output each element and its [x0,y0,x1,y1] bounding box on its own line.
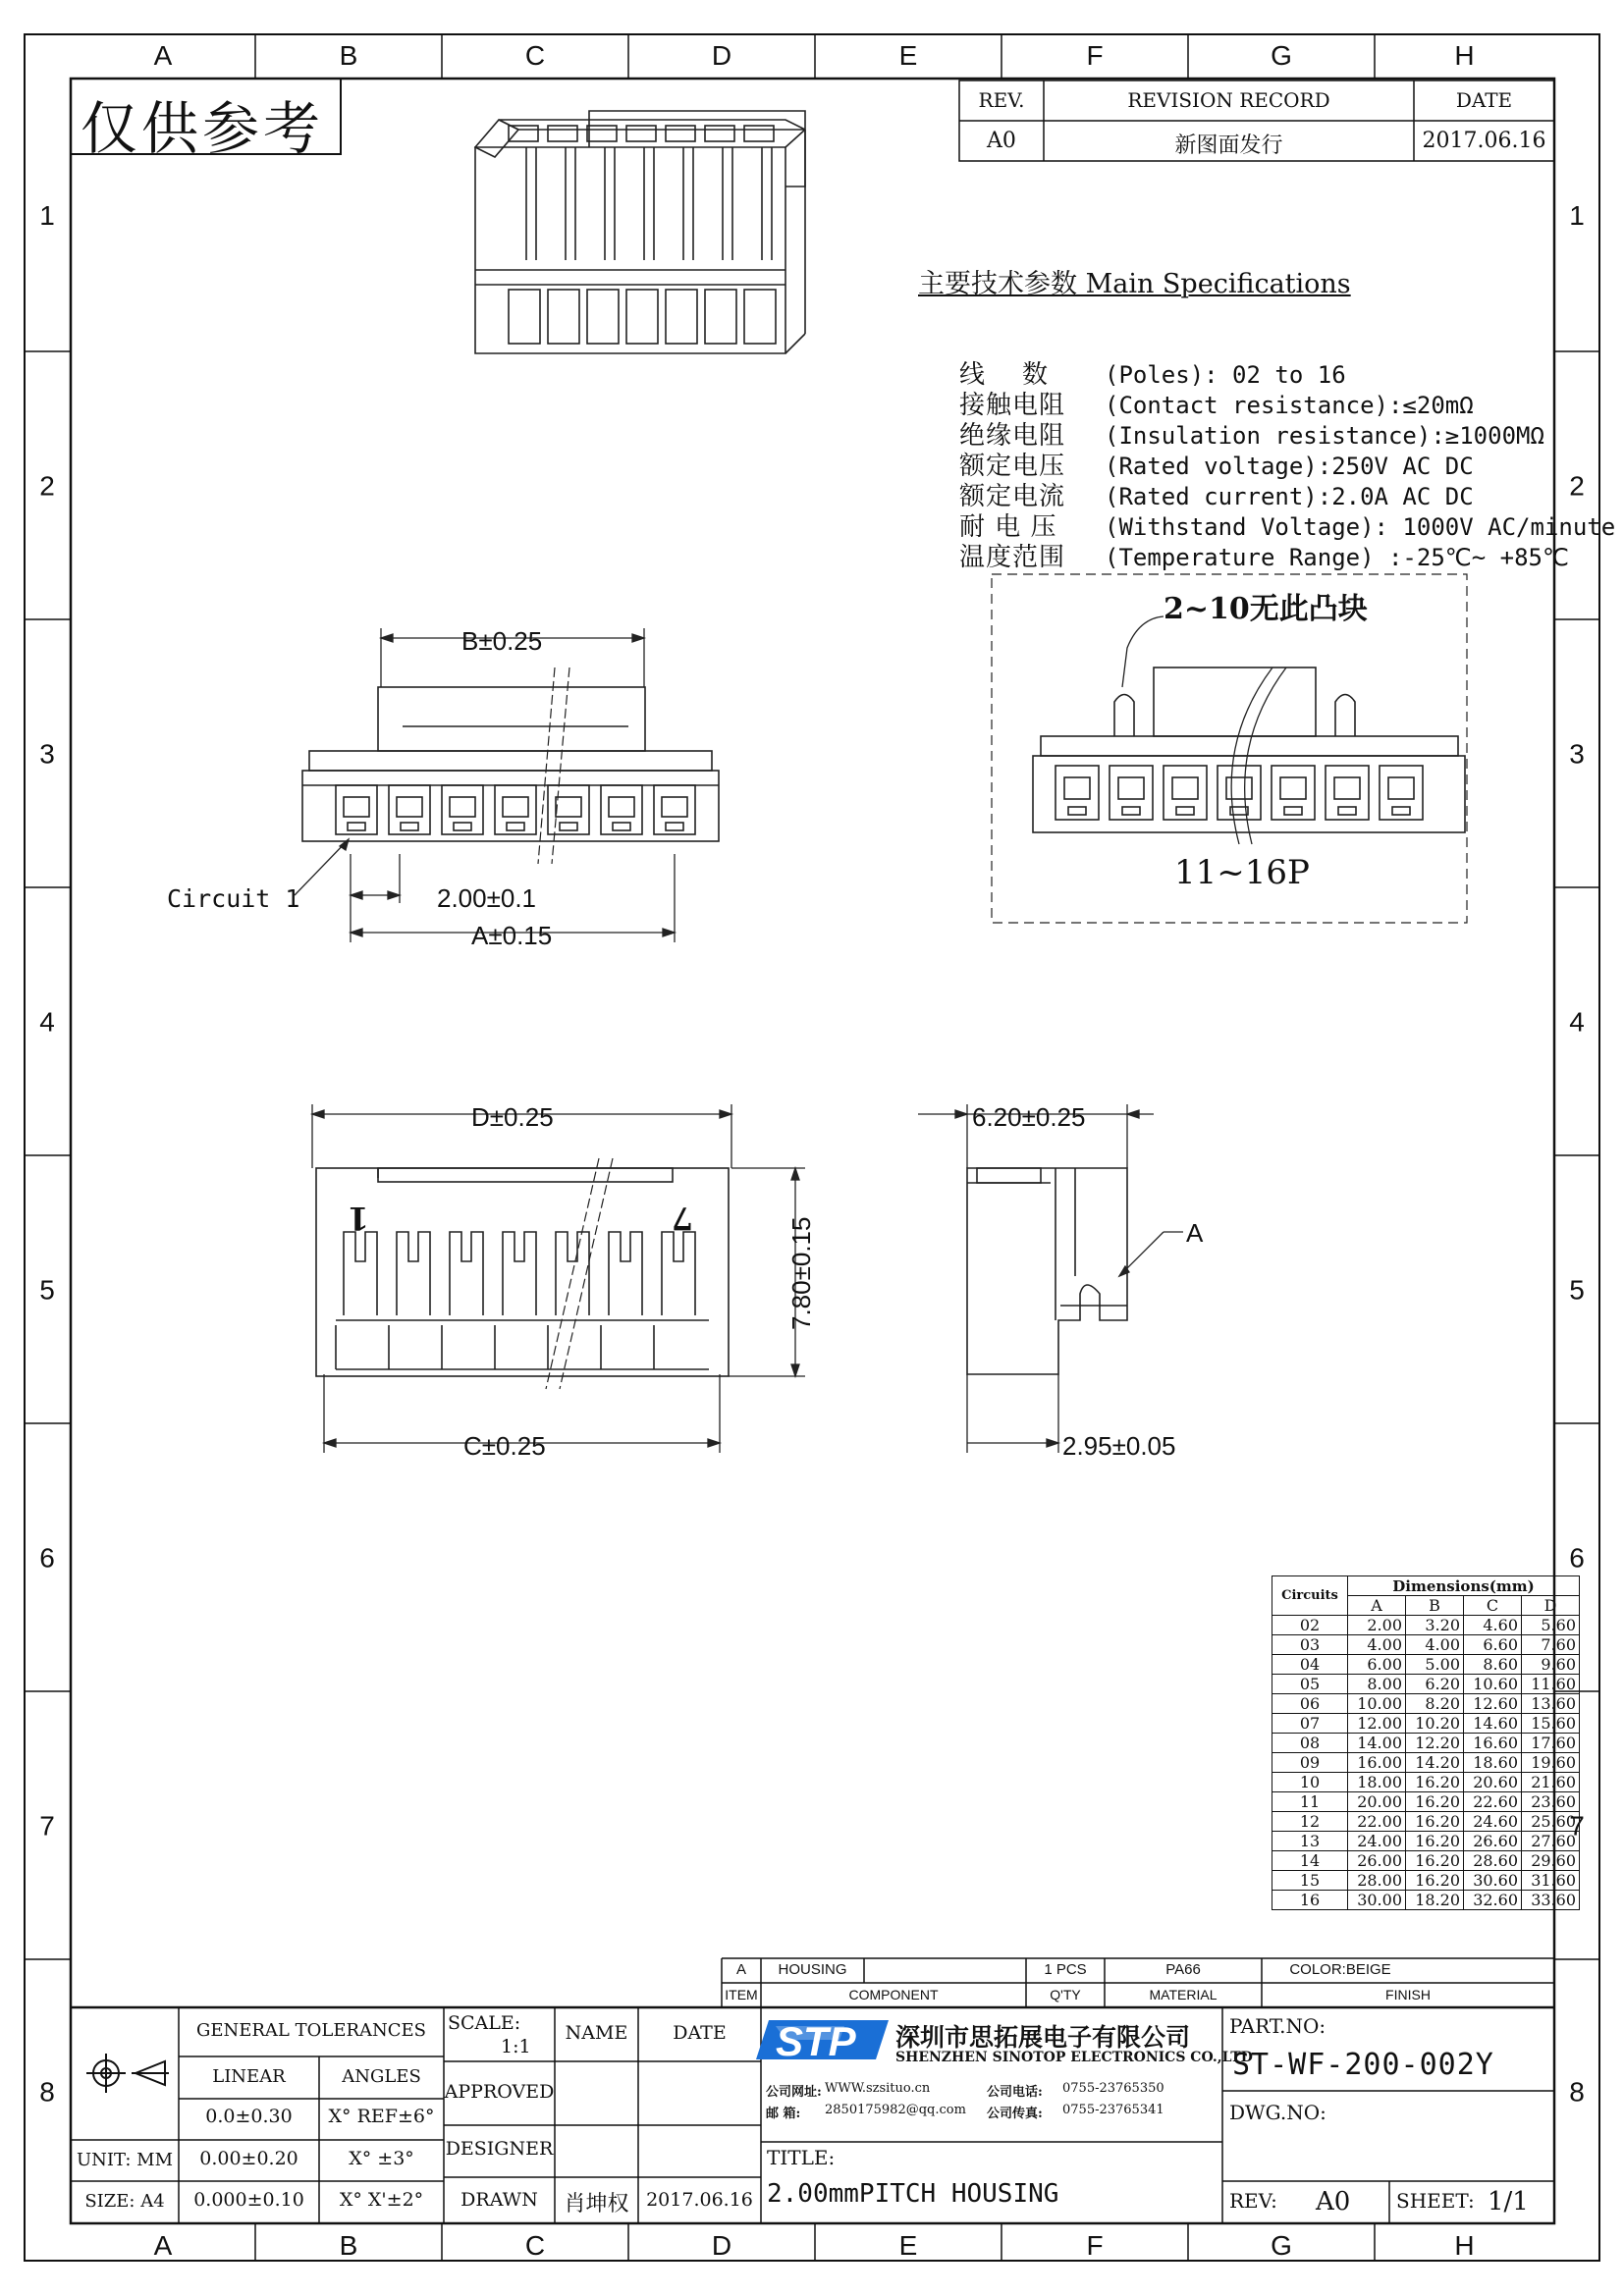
rev-label: REV: [1229,2189,1277,2213]
dimension-column-header: B [1406,1596,1464,1616]
circuit-count-cell: 09 [1272,1753,1348,1773]
dimension-row [1272,1851,1580,1871]
bottom-dimensions [312,1104,805,1453]
designer-label: DESIGNER [445,2138,554,2160]
row-label: 5 [39,1274,55,1306]
title-label: TITLE: [767,2146,836,2169]
column-label: F [1086,40,1104,71]
scale-value: 1:1 [501,2036,531,2057]
spec-item [918,391,1615,421]
angle-tolerance: X° REF±6° [328,2106,435,2127]
dim-pitch-label: 2.00±0.1 [437,883,537,913]
contact-value: 0755-23765350 [1062,2081,1164,2096]
dimension-value-cell: 4.00 [1348,1635,1406,1655]
dimension-value-cell: 2.00 [1348,1616,1406,1635]
dimension-value-cell: 10.60 [1464,1675,1522,1694]
spec-item-en: (Rated current):2.0A AC DC [1105,483,1474,510]
reference-only-stamp: 仅供参考 [81,95,325,162]
dimension-column-header: A [1348,1596,1406,1616]
dimension-value-cell: 12.60 [1464,1694,1522,1714]
bom-item: A [735,1961,746,1978]
spec-item-cn: 耐 电 压 [959,512,1057,542]
column-label: E [898,40,918,71]
spec-item-en: (Temperature Range) :-25℃~ +85℃ [1105,544,1569,571]
part-no-value: ST-WF-200-002Y [1232,2048,1494,2082]
dimension-value-cell: 4.60 [1464,1616,1522,1635]
dim-c-label: C±0.25 [463,1431,546,1461]
dimension-value-cell: 5.00 [1406,1655,1464,1675]
dimension-value-cell: 27.60 [1522,1832,1580,1851]
circuit-count-cell: 10 [1272,1773,1348,1792]
revision-header-date: DATE [1455,88,1513,112]
dimension-value-cell: 6.00 [1348,1655,1406,1675]
unit-label: UNIT: MM [76,2150,174,2170]
company-name-en: SHENZHEN SINOTOP ELECTRONICS CO.,LTD [895,2050,1253,2065]
angles-label: ANGLES [342,2066,421,2087]
spec-item [918,421,1615,452]
contact-label: 公司网址: [766,2085,822,2100]
circuit-count-cell: 16 [1272,1891,1348,1910]
dimension-row [1272,1675,1580,1694]
spec-item [918,452,1615,482]
dimension-value-cell: 3.20 [1406,1616,1464,1635]
row-label: 1 [1569,200,1585,231]
rev-value: A0 [1316,2187,1351,2216]
spec-item-en: (Insulation resistance):≥1000MΩ [1105,422,1544,450]
pin-1-mark: 1 [347,1200,369,1237]
dimension-value-cell: 33.60 [1522,1891,1580,1910]
circuit-count-cell: 03 [1272,1635,1348,1655]
dimension-value-cell: 19.60 [1522,1753,1580,1773]
dimension-value-cell: 18.20 [1406,1891,1464,1910]
bom-header-item: ITEM [725,1987,758,2002]
bom-header-qty: Q'TY [1050,1987,1081,2002]
row-label: 8 [39,2076,55,2108]
dimensions-table [1272,1575,1580,1910]
date-header: DATE [673,2022,727,2044]
row-label: 3 [1569,738,1585,770]
dimension-column-header: D [1522,1596,1580,1616]
angle-tolerance: X° X'±2° [339,2189,424,2211]
circuit-count-cell: 11 [1272,1792,1348,1812]
row-label: 6 [39,1542,55,1574]
dimension-value-cell: 16.60 [1464,1734,1522,1753]
spec-item-en: (Rated voltage):250V AC DC [1105,453,1474,480]
contact-label: 邮 箱: [766,2107,801,2121]
dim-width-label: 6.20±0.25 [972,1102,1086,1132]
row-label: 2 [1569,470,1585,502]
dimension-value-cell: 18.00 [1348,1773,1406,1792]
dimension-row [1272,1655,1580,1675]
column-label: D [711,2230,732,2261]
dimension-row [1272,1891,1580,1910]
circuit-count-cell: 04 [1272,1655,1348,1675]
circuit-count-cell: 13 [1272,1832,1348,1851]
spec-item-cn: 线 数 [959,360,1050,390]
dimension-row [1272,1792,1580,1812]
company-name-cn: 深圳市思拓展电子有限公司 [895,2023,1191,2052]
bom-qty: 1 PCS [1044,1961,1087,1978]
name-header: NAME [565,2022,628,2044]
sheet-label: SHEET: [1396,2189,1475,2213]
dimension-value-cell: 12.20 [1406,1734,1464,1753]
dim-b-label: B±0.25 [461,626,543,656]
projection-symbol-icon [86,2054,169,2093]
contact-value: 0755-23765341 [1062,2103,1164,2117]
dimension-row [1272,1635,1580,1655]
dimension-value-cell: 16.20 [1406,1773,1464,1792]
bom-material: PA66 [1165,1961,1201,1978]
dimension-value-cell: 6.20 [1406,1675,1464,1694]
linear-tolerance: 0.0±0.30 [205,2106,293,2127]
dimension-value-cell: 16.00 [1348,1753,1406,1773]
circuit-count-cell: 15 [1272,1871,1348,1891]
dimensions-title: Dimensions(mm) [1348,1576,1580,1596]
column-label: G [1271,2230,1292,2261]
row-label: 7 [1569,1810,1585,1842]
dimension-value-cell: 11.60 [1522,1675,1580,1694]
dimension-value-cell: 14.20 [1406,1753,1464,1773]
angle-tolerance: X° ±3° [349,2148,414,2169]
dimension-value-cell: 7.60 [1522,1635,1580,1655]
dimension-value-cell: 17.60 [1522,1734,1580,1753]
circuits-header: Circuits [1272,1576,1348,1616]
drawn-name: 肖坤权 [564,2192,629,2216]
spec-title: 主要技术参数 Main Specifications [918,269,1351,299]
main-specifications [918,208,1615,604]
row-label: 5 [1569,1274,1585,1306]
logo-text: STP [776,2018,856,2064]
dimension-value-cell: 15.60 [1522,1714,1580,1734]
dimension-value-cell: 16.20 [1406,1871,1464,1891]
dim-height-label: 7.80±0.15 [786,1216,816,1330]
dimension-row [1272,1714,1580,1734]
dimension-value-cell: 6.60 [1464,1635,1522,1655]
dim-thick-label: 2.95±0.05 [1062,1431,1176,1461]
spec-item-cn: 温度范围 [959,543,1066,572]
dimension-row [1272,1812,1580,1832]
bom-header-material: MATERIAL [1149,1987,1218,2002]
spec-item-en: (Contact resistance):≤20mΩ [1105,392,1474,419]
circuit1-label: Circuit 1 [167,884,300,913]
title-value: 2.00mmPITCH HOUSING [767,2179,1059,2209]
bom-header-finish: FINISH [1385,1987,1431,2002]
dimension-value-cell: 24.60 [1464,1812,1522,1832]
dimension-value-cell: 14.00 [1348,1734,1406,1753]
dimension-value-cell: 16.20 [1406,1792,1464,1812]
dimension-value-cell: 23.60 [1522,1792,1580,1812]
column-label: A [153,40,173,71]
dimension-value-cell: 10.00 [1348,1694,1406,1714]
contact-label: 公司传真: [987,2107,1043,2121]
detail-note: 2~10无此凸块 [1164,592,1368,626]
column-label: F [1086,2230,1104,2261]
scale-label: SCALE: [448,2012,521,2034]
bom-header-component: COMPONENT [848,1987,939,2002]
dwg-no-label: DWG.NO: [1229,2101,1326,2124]
spec-item-en: (Withstand Voltage): 1000V AC/minute [1105,513,1616,541]
isometric-view [475,111,805,353]
circuit-count-cell: 14 [1272,1851,1348,1871]
dimension-value-cell: 24.00 [1348,1832,1406,1851]
linear-label: LINEAR [212,2066,286,2087]
circuit-count-cell: 07 [1272,1714,1348,1734]
dim-d-label: D±0.25 [471,1102,554,1132]
column-label: D [711,40,732,71]
column-label: B [339,40,358,71]
bottom-view [316,1158,729,1389]
side-a-label: A [1186,1218,1204,1248]
dimension-value-cell: 12.00 [1348,1714,1406,1734]
revision-header-record: REVISION RECORD [1127,88,1330,112]
part-no-label: PART.NO: [1229,2014,1326,2038]
column-label: G [1271,40,1292,71]
dimension-row [1272,1773,1580,1792]
size-label: SIZE: A4 [84,2191,165,2212]
dimension-value-cell: 13.60 [1522,1694,1580,1714]
bom-finish: COLOR:BEIGE [1289,1961,1391,1978]
dimension-row [1272,1832,1580,1851]
contact-value: WWW.szsituo.cn [825,2081,931,2096]
spec-item-cn: 额定电压 [959,452,1066,481]
row-label: 3 [39,738,55,770]
column-label: A [153,2230,173,2261]
spec-item-cn: 接触电阻 [959,391,1066,420]
dimension-value-cell: 18.60 [1464,1753,1522,1773]
dimension-value-cell: 30.00 [1348,1891,1406,1910]
circuit-count-cell: 12 [1272,1812,1348,1832]
dimension-value-cell: 5.60 [1522,1616,1580,1635]
dimension-value-cell: 32.60 [1464,1891,1522,1910]
contact-label: 公司电话: [987,2085,1043,2100]
dimension-value-cell: 22.60 [1464,1792,1522,1812]
pin-7-mark: 7 [671,1200,693,1237]
circuit-count-cell: 05 [1272,1675,1348,1694]
drawn-label: DRAWN [460,2189,538,2211]
revision-rev: A0 [987,129,1016,153]
spec-item-cn: 绝缘电阻 [959,421,1066,451]
dimension-value-cell: 30.60 [1464,1871,1522,1891]
row-label: 8 [1569,2076,1585,2108]
dimension-row [1272,1616,1580,1635]
dimension-value-cell: 16.20 [1406,1812,1464,1832]
bom-component: HOUSING [778,1961,847,1978]
general-tolerances: GENERAL TOLERANCES [195,2020,427,2041]
row-label: 6 [1569,1542,1585,1574]
column-label: H [1454,40,1475,71]
drawn-date: 2017.06.16 [646,2189,753,2211]
revision-record: 新图面发行 [1174,133,1283,158]
dimension-value-cell: 20.00 [1348,1792,1406,1812]
spec-item [918,360,1615,391]
approved-label: APPROVED [444,2081,555,2103]
dimension-value-cell: 28.00 [1348,1871,1406,1891]
dimension-value-cell: 26.00 [1348,1851,1406,1871]
spec-item-cn: 额定电流 [959,482,1066,511]
company-logo [756,2018,889,2064]
dimension-value-cell: 8.00 [1348,1675,1406,1694]
row-label: 4 [1569,1006,1585,1038]
dimension-value-cell: 25.60 [1522,1812,1580,1832]
dimension-row [1272,1753,1580,1773]
linear-tolerance: 0.00±0.20 [199,2148,298,2169]
circuit-count-cell: 06 [1272,1694,1348,1714]
circuit-count-cell: 08 [1272,1734,1348,1753]
dimension-row [1272,1871,1580,1891]
contact-value: 2850175982@qq.com [825,2103,966,2117]
dimension-value-cell: 9.60 [1522,1655,1580,1675]
dimension-value-cell: 16.20 [1406,1851,1464,1871]
front-view [302,667,719,864]
row-label: 7 [39,1810,55,1842]
dimension-row [1272,1734,1580,1753]
dimension-value-cell: 14.60 [1464,1714,1522,1734]
column-label: B [339,2230,358,2261]
side-dimensions [918,1104,1183,1453]
dimension-value-cell: 29.60 [1522,1851,1580,1871]
column-label: C [524,40,546,71]
spec-item [918,512,1615,543]
spec-item-en: (Poles): 02 to 16 [1105,361,1346,389]
dimension-value-cell: 21.60 [1522,1773,1580,1792]
revision-date: 2017.06.16 [1422,129,1546,153]
revision-header-rev: REV. [978,88,1025,112]
column-label: H [1454,2230,1475,2261]
spec-item [918,543,1615,573]
dimension-value-cell: 8.20 [1406,1694,1464,1714]
dimension-row [1272,1694,1580,1714]
dimension-value-cell: 28.60 [1464,1851,1522,1871]
spec-item [918,482,1615,512]
dim-a-label: A±0.15 [471,921,553,950]
row-label: 2 [39,470,55,502]
column-label: C [524,2230,546,2261]
sheet-value: 1/1 [1488,2187,1529,2216]
circuit-count-cell: 02 [1272,1616,1348,1635]
column-label: E [898,2230,918,2261]
dimension-value-cell: 4.00 [1406,1635,1464,1655]
row-label: 1 [39,200,55,231]
side-view [967,1168,1127,1374]
dimension-value-cell: 8.60 [1464,1655,1522,1675]
dimension-value-cell: 22.00 [1348,1812,1406,1832]
dimension-column-header: C [1464,1596,1522,1616]
dimension-value-cell: 26.60 [1464,1832,1522,1851]
dimension-value-cell: 31.60 [1522,1871,1580,1891]
linear-tolerance: 0.000±0.10 [193,2189,304,2211]
dimension-value-cell: 20.60 [1464,1773,1522,1792]
detail-range: 11~16P [1174,853,1310,892]
row-label: 4 [39,1006,55,1038]
dimension-value-cell: 16.20 [1406,1832,1464,1851]
dimension-value-cell: 10.20 [1406,1714,1464,1734]
